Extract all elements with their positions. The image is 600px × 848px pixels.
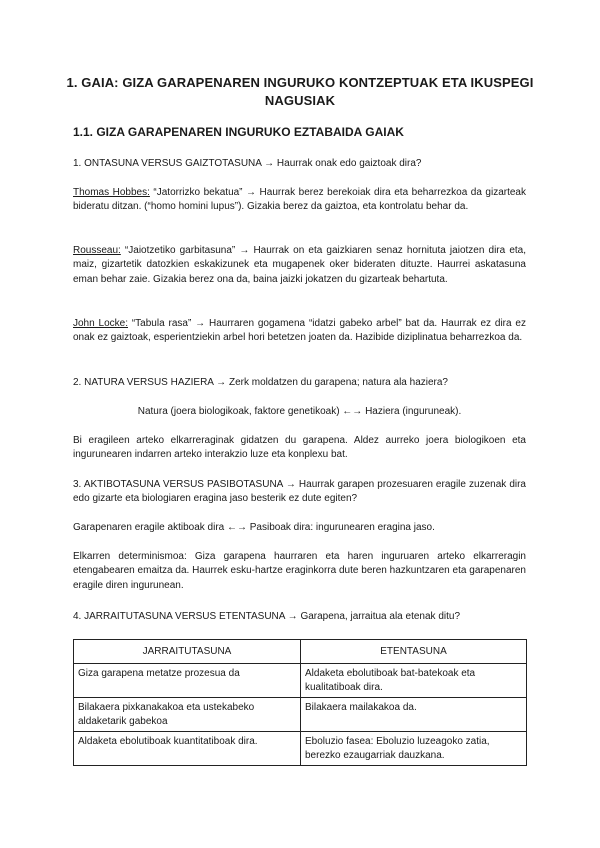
table-row	[74, 732, 527, 766]
section-3-paragraph-1: Garapenaren eragile aktiboak dira ←→ Pasiboak dira: ingurunearen eragina jaso.	[73, 522, 435, 533]
table-row	[74, 698, 527, 732]
section-4-heading: 4. JARRAITUTASUNA VERSUS ETENTASUNA → Garapena, jarraitua ala etenak ditu?	[73, 611, 461, 622]
table-header-row	[74, 640, 527, 664]
section-3-paragraph-2: Elkarren determinismoa: Giza garapena haurraren eta haren inguruaren arteko elkarreragin etengabearen emaitza da. Haurrek esku-hartze eraginkorra dute beren hazkuntzaren eta garapenaren eragile diren ingurunean.	[73, 551, 526, 591]
hobbes-paragraph	[73, 186, 526, 215]
table-cell: Giza garapena metatze prozesua da	[74, 664, 301, 698]
table-cell: Bilakaera mailakakoa da.	[301, 698, 527, 732]
table-header: ETENTASUNA	[301, 640, 527, 664]
section-title: 1.1. GIZA GARAPENAREN INGURUKO EZTABAIDA GAIAK	[73, 125, 404, 139]
rousseau-name: Rousseau:	[73, 245, 121, 256]
section-2-heading: 2. NATURA VERSUS HAZIERA → Zerk moldatzen du garapena; natura ala haziera?	[73, 377, 448, 388]
nature-nurture-line: Natura (joera biologikoak, faktore genetikoak) ←→ Haziera (inguruneak).	[137, 406, 462, 417]
locke-paragraph	[73, 317, 526, 346]
locke-name: John Locke:	[73, 318, 128, 329]
table-header: JARRAITUTASUNA	[74, 640, 301, 664]
section-1-heading: 1. ONTASUNA VERSUS GAIZTOTASUNA → Haurrak onak edo gaiztoak dira?	[73, 158, 422, 169]
hobbes-text: “Jatorrizko bekatua” → Haurrak berez berekoiak dira eta beharrezkoa da gizarteak bideratu ditzan. (“homo homini lupus”). Gizakia berez da gaiztoa, eta kontrolatu behar da.	[73, 187, 526, 213]
table-cell: Aldaketa ebolutiboak bat-batekoak eta kualitatiboak dira.	[301, 664, 527, 698]
continuity-table	[73, 639, 527, 766]
table-cell: Aldaketa ebolutiboak kuantitatiboak dira.	[74, 732, 301, 766]
page-title: 1. GAIA: GIZA GARAPENAREN INGURUKO KONTZEPTUAK ETA IKUSPEGI NAGUSIAK	[66, 75, 534, 108]
table-row	[74, 664, 527, 698]
hobbes-name: Thomas Hobbes:	[73, 187, 150, 198]
table-cell: Eboluzio fasea: Eboluzio luzeagoko zatia, berezko ezaugarriak dauzkana.	[301, 732, 527, 766]
continuity-table-wrapper	[73, 639, 526, 766]
rousseau-text: “Jaiotzetiko garbitasuna” → Haurrak on eta gaizkiaren senaz hornituta jaiotzen dira eta, maiz, gizartetik datozkien eskakizunek eta mugapenek oker bideraten dituzte. Haurrei askatasuna eman behar zaie. Gizakia berez ona da, baina jaizki jokatzen du gizarteak behartuta.	[73, 245, 526, 285]
section-2-paragraph: Bi eragileen arteko elkarreraginak gidatzen du garapena. Aldez aurreko joera biologikoen eta ingurunearen indarren arteko interakzio luze eta konplexu bat.	[73, 435, 526, 461]
locke-text: “Tabula rasa” → Haurraren gogamena “idatzi gabeko arbel” bat da. Haurrak ez dira ez onak ez gaiztoak, esperientziekin arbel hori betetzen joaten da. Hazibide diziplinatua beharrezkoa da.	[73, 318, 526, 344]
section-3-heading: 3. AKTIBOTASUNA VERSUS PASIBOTASUNA → Haurrak garapen prozesuaren eragile zuzenak dira edo gizarte eta biologiaren eragina jaso besterik ez dute egiten?	[73, 479, 526, 505]
rousseau-paragraph	[73, 244, 526, 287]
table-cell: Bilakaera pixkanakakoa eta ustekabeko aldaketarik gabekoa	[74, 698, 301, 732]
